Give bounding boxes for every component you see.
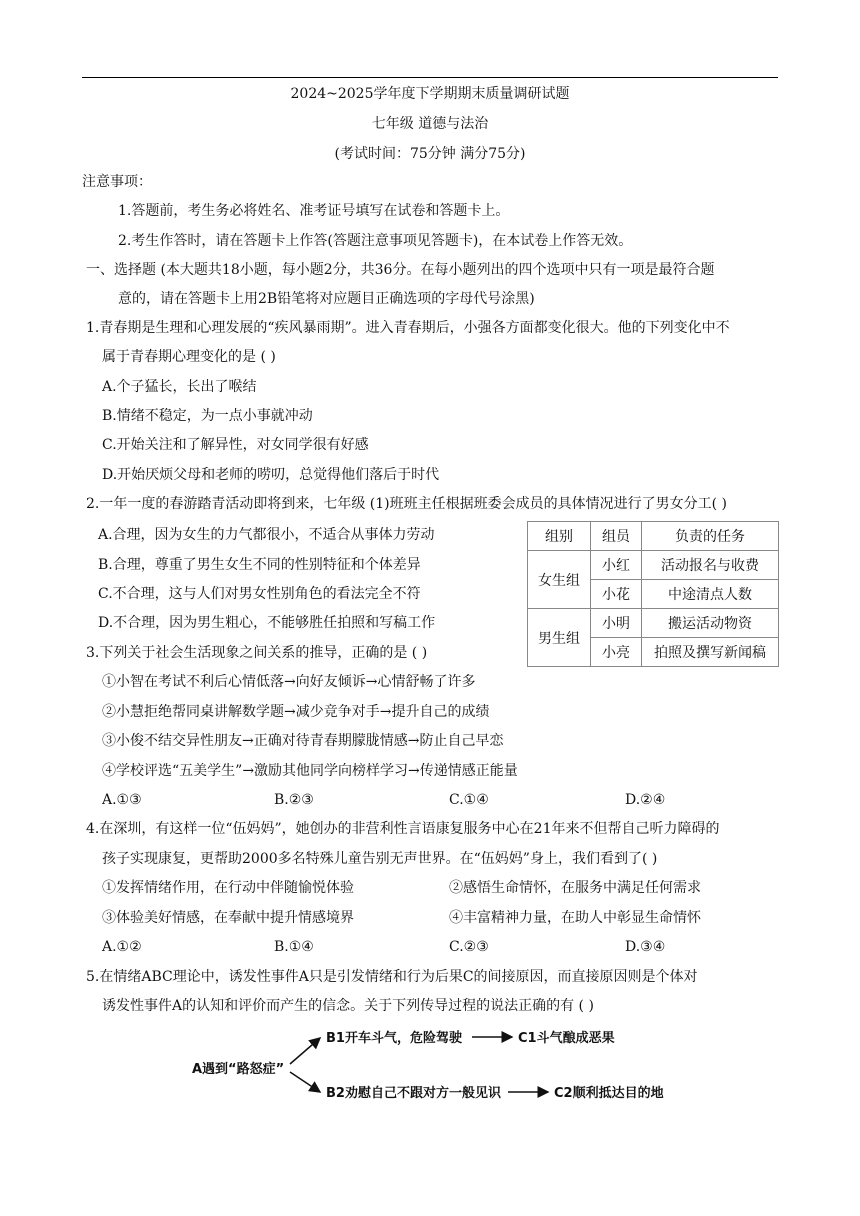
q2-option-b: B.合理，尊重了男生女生不同的性别特征和个体差异 [98,557,421,573]
diagram-node-c1: C1斗气酿成恶果 [518,1031,615,1046]
q4-statement: ②感悟生命情怀，在服务中满足任何需求 [449,880,701,896]
question-5-stem-cont: 诱发性事件A的认知和评价而产生的信念。关于下列传导过程的说法正确的有 ( ) [102,998,594,1014]
arrow-a-to-b1 [290,1038,320,1064]
q2-option-a: A.合理，因为女生的力气都很小，不适合从事体力劳动 [98,527,435,543]
question-4-stem-cont: 孩子实现康复，更帮助2000多名特殊儿童告别无声世界。在“伍妈妈”身上，我们看到了( ) [102,851,658,867]
member-name: 小明 [591,609,642,638]
exam-time: (考试时间：75分钟 满分75分) [334,146,526,162]
q3-choice-a: A.①③ [102,792,142,808]
group-name: 男生组 [528,609,591,667]
table-header: 组别 [528,522,591,551]
note-item: 1.答题前，考生务必将姓名、准考证号填写在试卷和答题卡上。 [118,203,510,219]
diagram-node-a: A遇到“路怒症” [192,1062,285,1077]
question-1-stem: 1.青春期是生理和心理发展的“疾风暴雨期”。进入青春期后，小强各方面都变化很大。他的下列变化中不 [86,320,730,336]
section-heading: 一、选择题 (本大题共18小题，每小题2分，共36分。在每小题列出的四个选项中只有一项是最符合题 [86,262,715,278]
group-assignment-table [527,521,779,667]
member-task: 搬运活动物资 [642,609,779,638]
diagram-node-b2: B2劝慰自己不跟对方一般见识 [326,1086,501,1101]
q4-choice-d: D.③④ [625,939,666,955]
notes-heading: 注意事项： [82,174,152,190]
q3-choice-c: C.①④ [449,792,489,808]
diagram-node-c2: C2顺利抵达目的地 [554,1086,664,1101]
member-name: 小亮 [591,638,642,667]
arrow-a-to-b2 [290,1072,320,1092]
q2-option-d: D.不合理，因为男生粗心，不能够胜任拍照和写稿工作 [98,615,436,631]
exam-subject: 七年级 道德与法治 [371,116,489,132]
exam-title: 2024~2025学年度下学期期末质量调研试题 [290,86,570,102]
q1-option-a: A.个子猛长，长出了喉结 [102,379,257,395]
q3-choice-d: D.②④ [625,792,666,808]
table-header: 负责的任务 [642,522,779,551]
q4-statement: ④丰富精神力量，在助人中彰显生命情怀 [449,910,701,926]
question-2-stem: 2.一年一度的春游踏青活动即将到来，七年级 (1)班班主任根据班委会成员的具体情况进行了男女分工( ) [86,496,728,512]
q2-option-c: C.不合理，这与人们对男女性别角色的看法完全不符 [98,586,421,602]
q1-option-b: B.情绪不稳定，为一点小事就冲动 [102,408,313,424]
q1-option-d: D.开始厌烦父母和老师的唠叨，总觉得他们落后于时代 [102,467,440,483]
abc-flow-diagram [190,1024,690,1114]
q4-choice-c: C.②③ [449,939,489,955]
question-3-stem: 3.下列关于社会生活现象之间关系的推导，正确的是 ( ) [86,645,428,661]
q3-statement: ②小慧拒绝帮同桌讲解数学题→减少竞争对手→提升自己的成绩 [102,704,490,720]
member-name: 小红 [591,551,642,580]
group-name: 女生组 [528,551,591,609]
diagram-node-b1: B1开车斗气，危险驾驶 [326,1031,462,1046]
q3-statement: ③小俊不结交异性朋友→正确对待青春期朦胧情感→防止自己早恋 [102,733,504,749]
table-header: 组员 [591,522,642,551]
question-1-stem-cont: 属于青春期心理变化的是 ( ) [102,349,276,365]
top-rule [82,77,778,78]
q4-statement: ①发挥情绪作用，在行动中伴随愉悦体验 [102,880,354,896]
q3-statement: ①小智在考试不利后心情低落→向好友倾诉→心情舒畅了许多 [102,674,476,690]
q3-choice-b: B.②③ [274,792,314,808]
member-name: 小花 [591,580,642,609]
member-task: 拍照及撰写新闻稿 [642,638,779,667]
q1-option-c: C.开始关注和了解异性，对女同学很有好感 [102,437,369,453]
note-item: 2.考生作答时，请在答题卡上作答(答题注意事项见答题卡)，在本试卷上作答无效。 [118,233,633,249]
q4-choice-a: A.①② [102,939,142,955]
question-5-stem: 5.在情绪ABC理论中，诱发性事件A只是引发情绪和行为后果C的间接原因，而直接原因则是个体对 [86,969,698,985]
member-task: 中途清点人数 [642,580,779,609]
q3-statement: ④学校评选“五美学生”→激励其他同学向榜样学习→传递情感正能量 [102,763,518,779]
member-task: 活动报名与收费 [642,551,779,580]
q4-choice-b: B.①④ [274,939,314,955]
question-4-stem: 4.在深圳，有这样一位“伍妈妈”，她创办的非营利性言语康复服务中心在21年来不但帮自己听力障碍的 [86,821,720,837]
section-heading-cont: 意的，请在答题卡上用2B铅笔将对应题目正确选项的字母代号涂黑) [118,291,535,307]
q4-statement: ③体验美好情感，在奉献中提升情感境界 [102,910,354,926]
